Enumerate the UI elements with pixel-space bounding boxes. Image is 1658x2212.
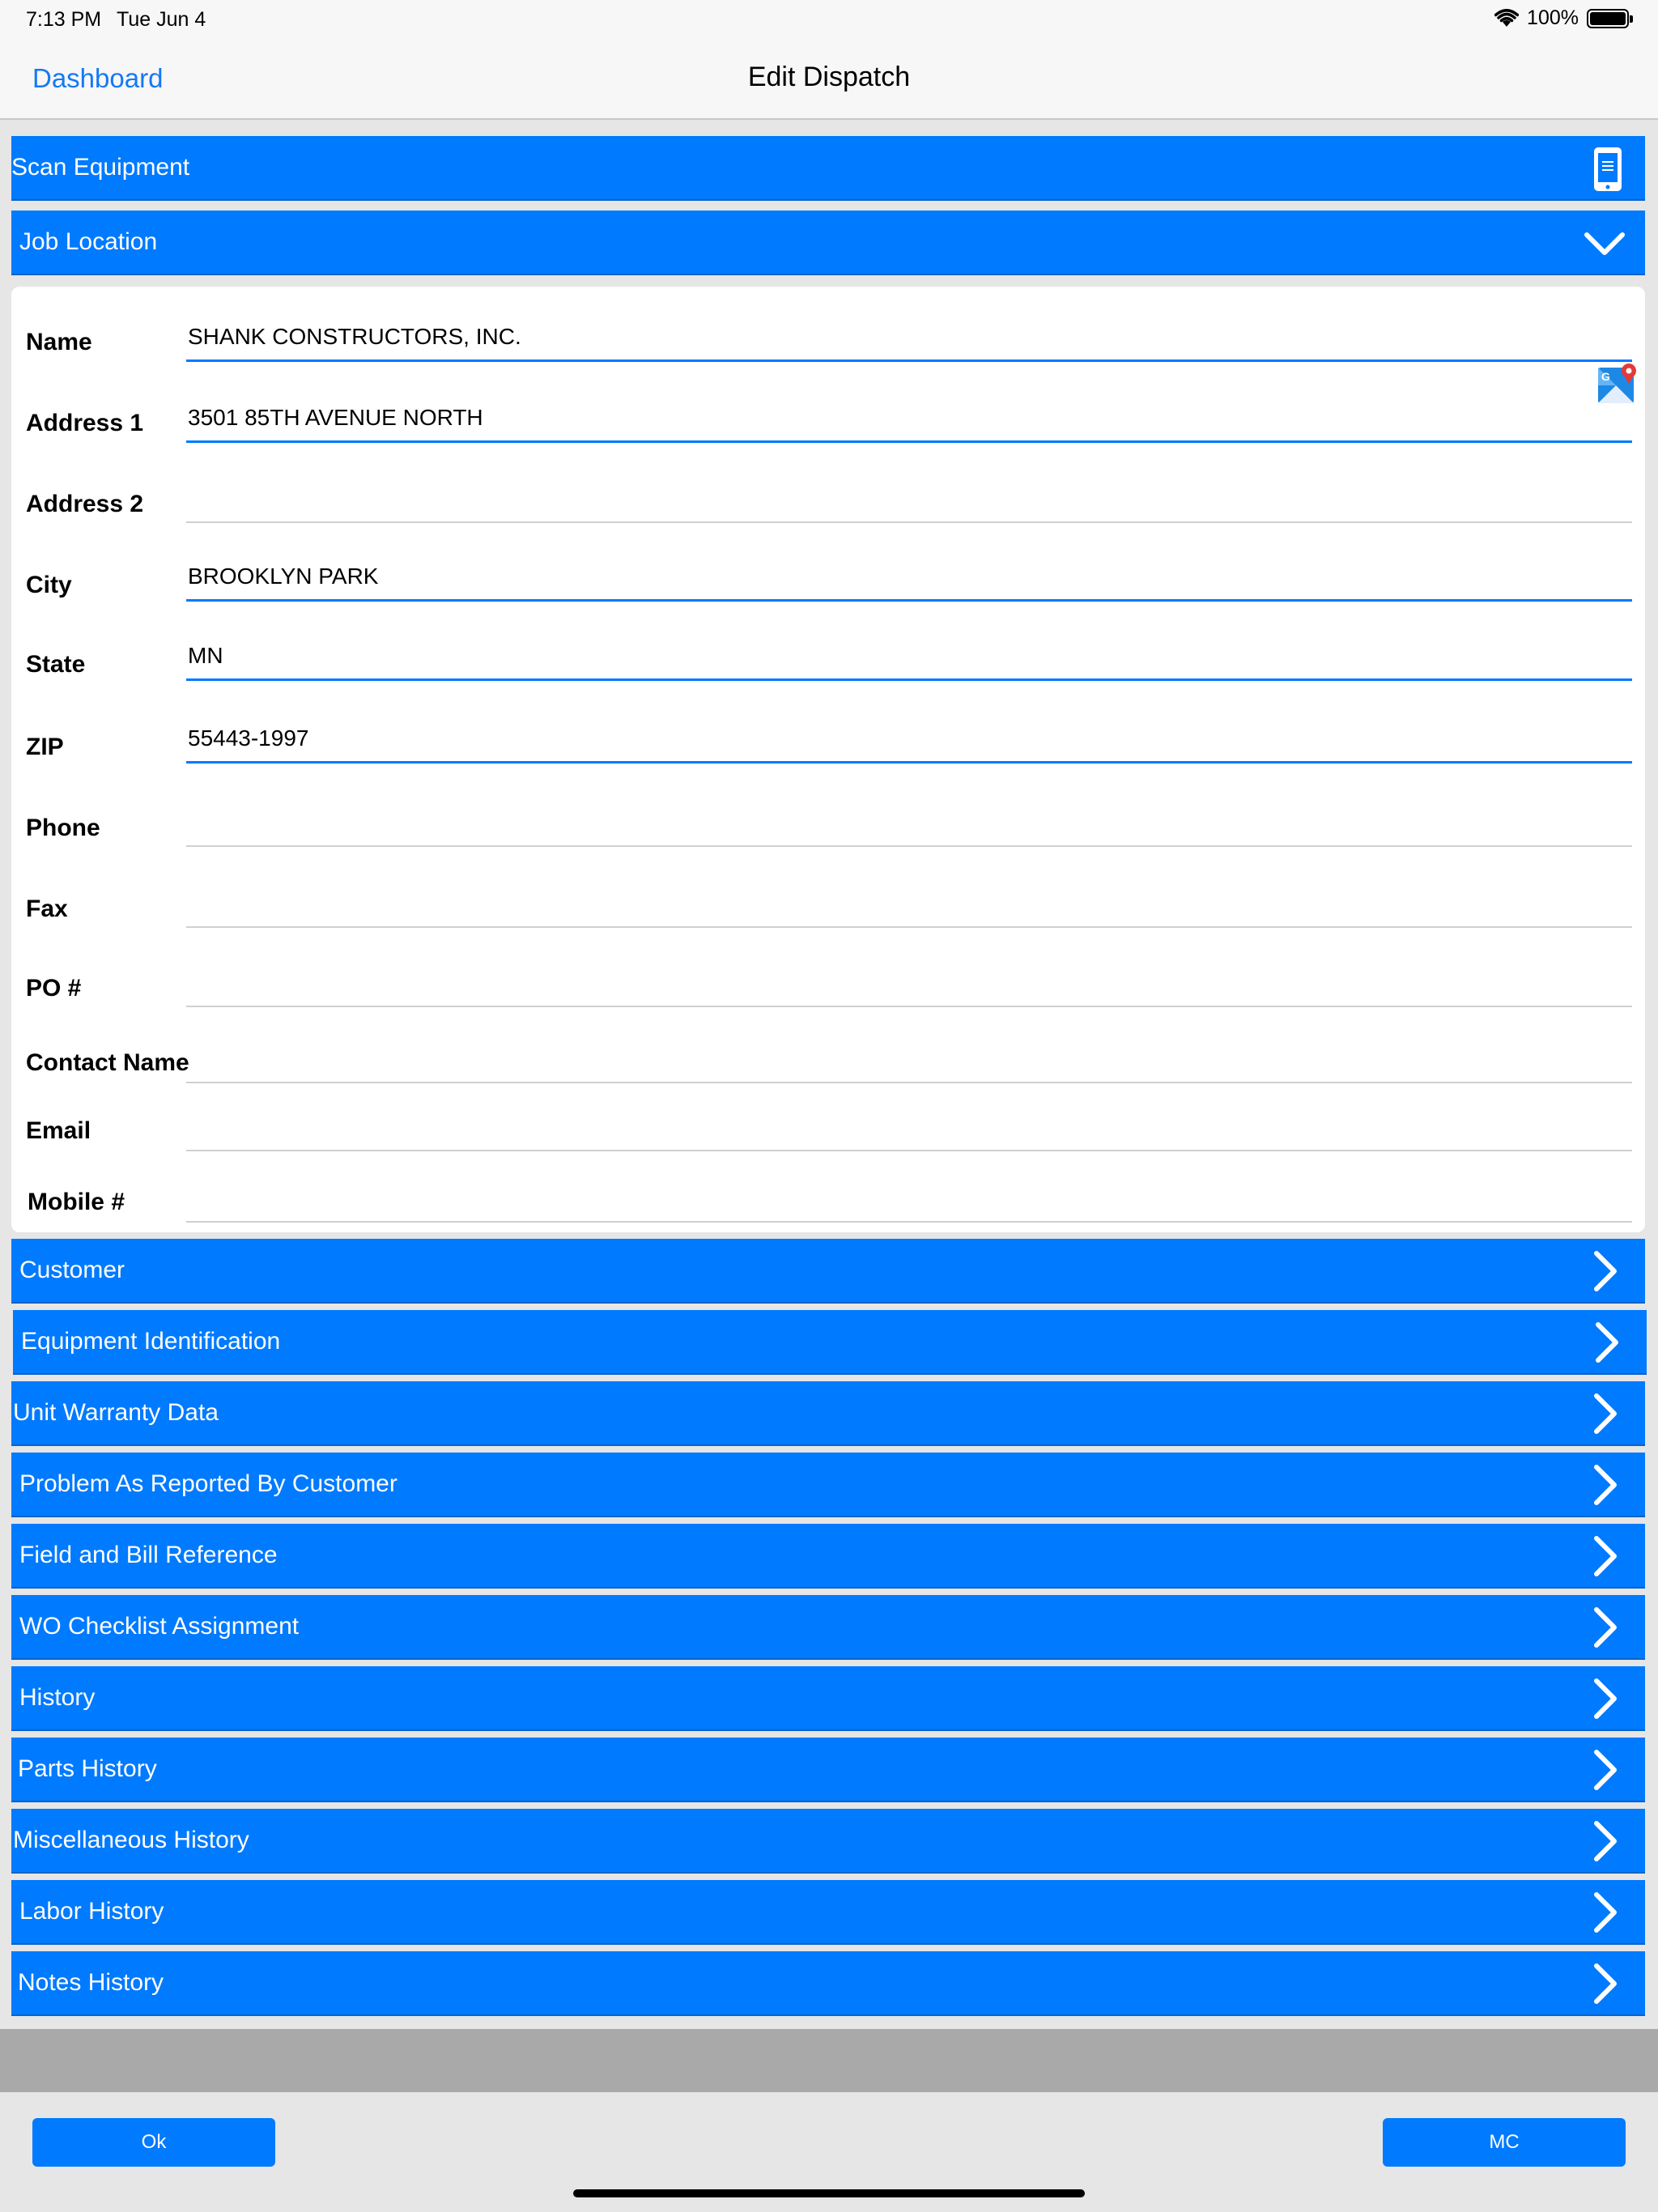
battery-percent: 100% <box>1527 6 1579 29</box>
contact-name-input[interactable] <box>214 1040 1632 1075</box>
section-problem-reported[interactable] <box>11 1453 1645 1517</box>
section-label: Miscellaneous History <box>13 1827 249 1853</box>
field-underline <box>186 440 1632 443</box>
section-label: Unit Warranty Data <box>13 1399 219 1426</box>
field-label: Address 1 <box>26 410 144 436</box>
chevron-right-icon <box>1582 1819 1627 1864</box>
field-underline <box>186 761 1632 764</box>
field-underline <box>186 359 1632 362</box>
section-parts-history[interactable] <box>11 1738 1645 1802</box>
section-notes-history[interactable] <box>11 1951 1645 2016</box>
chevron-right-icon <box>1582 1534 1627 1579</box>
divider-band <box>0 2029 1658 2092</box>
po-number-input[interactable] <box>186 965 1632 1001</box>
address-2-input[interactable] <box>186 481 1632 517</box>
navigation-bar <box>0 40 1658 120</box>
field-mobile <box>11 1171 1645 1244</box>
field-label: Contact Name <box>26 1049 189 1076</box>
field-label: Fax <box>26 895 68 922</box>
section-unit-warranty-data[interactable] <box>11 1381 1645 1446</box>
section-equipment-identification[interactable] <box>13 1310 1647 1375</box>
field-label: PO # <box>26 975 82 1002</box>
section-label: Parts History <box>18 1755 157 1782</box>
section-label: Job Location <box>19 228 158 255</box>
field-underline <box>186 599 1632 602</box>
field-label: ZIP <box>26 734 64 760</box>
chevron-right-icon <box>1582 1605 1627 1650</box>
field-po-number <box>11 957 1645 1030</box>
status-indicators <box>1494 6 1629 30</box>
chevron-right-icon <box>1584 1320 1629 1365</box>
dispatch-content <box>0 121 1658 2024</box>
section-label: WO Checklist Assignment <box>19 1613 300 1640</box>
fax-input[interactable] <box>186 886 1632 921</box>
section-customer[interactable] <box>11 1239 1645 1304</box>
phone-input[interactable] <box>186 805 1632 840</box>
field-state <box>11 633 1645 706</box>
field-underline <box>186 678 1632 681</box>
google-maps-icon[interactable] <box>1595 361 1640 406</box>
field-label: Name <box>26 329 92 355</box>
field-underline <box>186 1082 1632 1083</box>
field-label: Email <box>26 1117 91 1144</box>
city-input[interactable] <box>186 559 1632 594</box>
chevron-right-icon <box>1582 1961 1627 2006</box>
field-contact-name <box>11 1032 1645 1104</box>
field-label: Address 2 <box>26 491 144 517</box>
field-underline <box>186 926 1632 928</box>
field-underline <box>186 1150 1632 1151</box>
bottom-toolbar <box>0 2105 1658 2212</box>
field-label: Phone <box>26 815 100 841</box>
section-label: Problem As Reported By Customer <box>19 1470 397 1497</box>
section-label: Scan Equipment <box>11 154 190 181</box>
field-fax <box>11 878 1645 951</box>
chevron-down-icon <box>1582 220 1627 266</box>
section-job-location[interactable] <box>11 211 1645 275</box>
svg-text:G: G <box>1601 370 1610 383</box>
chevron-right-icon <box>1582 1249 1627 1294</box>
field-underline <box>186 845 1632 847</box>
ok-button[interactable]: Ok <box>32 2118 275 2167</box>
field-address-2 <box>11 473 1645 546</box>
field-underline <box>186 1221 1632 1223</box>
state-input[interactable] <box>186 638 1632 674</box>
field-zip <box>11 716 1645 789</box>
section-history[interactable] <box>11 1666 1645 1731</box>
section-field-bill-reference[interactable] <box>11 1524 1645 1589</box>
dashboard-back-button[interactable]: Dashboard <box>32 63 164 93</box>
job-location-form <box>11 287 1645 1232</box>
field-underline <box>186 1006 1632 1007</box>
field-underline <box>186 521 1632 523</box>
field-label: City <box>26 572 72 598</box>
section-label: Customer <box>19 1257 125 1283</box>
chevron-right-icon <box>1582 1462 1627 1508</box>
status-time: 7:13 PM <box>26 8 102 31</box>
field-label: State <box>26 651 86 678</box>
email-input[interactable] <box>186 1109 1632 1145</box>
wifi-icon <box>1494 9 1519 28</box>
battery-icon <box>1587 9 1629 28</box>
section-label: Labor History <box>19 1898 164 1925</box>
chevron-right-icon <box>1582 1676 1627 1721</box>
section-labor-history[interactable] <box>11 1880 1645 1945</box>
mc-button[interactable]: MC <box>1383 2118 1626 2167</box>
scan-device-icon <box>1592 146 1624 193</box>
field-city <box>11 554 1645 627</box>
chevron-right-icon <box>1582 1391 1627 1436</box>
section-scan-equipment[interactable] <box>11 136 1645 201</box>
section-label: Notes History <box>18 1969 164 1996</box>
field-label: Mobile # <box>28 1189 125 1215</box>
page-title: Edit Dispatch <box>747 62 911 92</box>
status-date: Tue Jun 4 <box>117 8 206 31</box>
field-name <box>11 311 1645 384</box>
field-phone <box>11 797 1645 870</box>
zip-input[interactable] <box>186 721 1632 756</box>
chevron-right-icon <box>1582 1747 1627 1793</box>
chevron-right-icon <box>1582 1890 1627 1935</box>
address-1-input[interactable] <box>186 400 1562 436</box>
section-label: History <box>19 1684 96 1711</box>
home-indicator <box>573 2189 1085 2197</box>
name-input[interactable] <box>186 319 1632 355</box>
field-email <box>11 1100 1645 1172</box>
section-label: Field and Bill Reference <box>19 1542 278 1568</box>
section-miscellaneous-history[interactable] <box>11 1809 1645 1874</box>
field-address-1 <box>11 370 1645 465</box>
section-label: Equipment Identification <box>21 1328 281 1355</box>
section-wo-checklist[interactable] <box>11 1595 1645 1660</box>
status-bar <box>0 0 1658 40</box>
mobile-input[interactable] <box>186 1180 1632 1216</box>
